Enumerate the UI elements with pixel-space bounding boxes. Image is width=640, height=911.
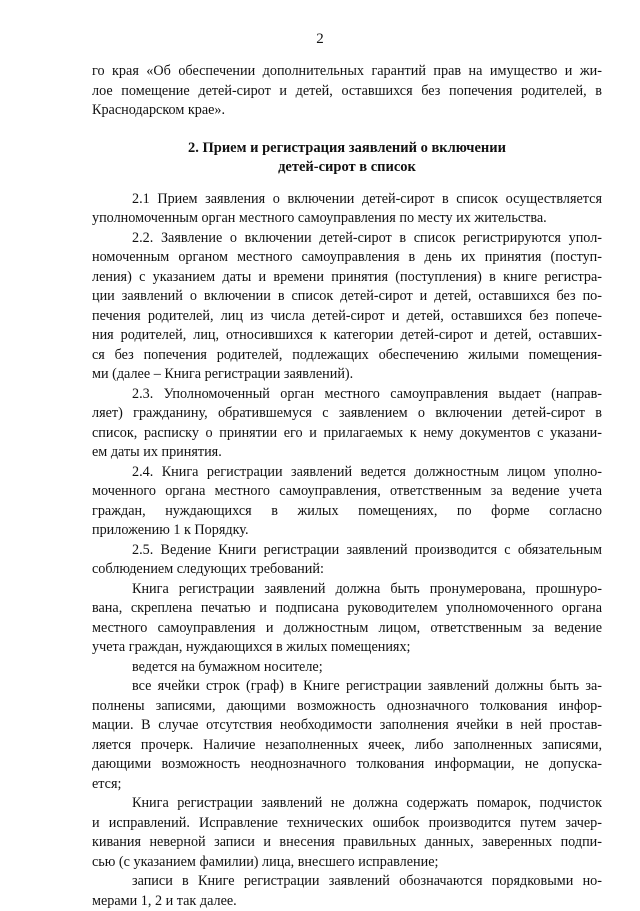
text-line: приложению 1 к Порядку. — [92, 521, 602, 541]
page-content — [92, 62, 602, 911]
text-line: все ячейки строк (граф) в Книге регистрации заявлений должны быть за- — [92, 677, 602, 697]
text-line: го края «Об обеспечении дополнительных гарантий прав на имущество и жи- — [92, 62, 602, 82]
text-line: кивания неверной записи и внесения правильных данных, заверенных подпи- — [92, 833, 602, 853]
text-line: Краснодарском крае». — [92, 101, 602, 121]
text-line: ется; — [92, 775, 602, 795]
page-number: 2 — [0, 30, 640, 48]
text-line: мации. В случае отсутствия необходимости заполнения ячейки в ней простав- — [92, 716, 602, 736]
section-heading: детей-сирот в список — [92, 158, 602, 178]
text-line: ем даты их принятия. — [92, 443, 602, 463]
text-line: 2.1 Прием заявления о включении детей-сирот в список осуществляется — [92, 190, 602, 210]
text-line: граждан, нуждающихся в жилых помещениях, по форме согласно — [92, 502, 602, 522]
text-line: соблюдением следующих требований: — [92, 560, 602, 580]
text-line: полнены записями, дающими возможность однозначного толкования инфор- — [92, 697, 602, 717]
text-line: мерами 1, 2 и так далее. — [92, 892, 602, 911]
text-line: и исправлений. Исправление технических ошибок производится путем зачер- — [92, 814, 602, 834]
text-line: ления) с указанием даты и времени принятия (поступления) в книге регистра- — [92, 268, 602, 288]
text-line: сью (с указанием фамилии) лица, внесшего исправление; — [92, 853, 602, 873]
text-line: 2.4. Книга регистрации заявлений ведется должностным лицом уполно- — [92, 463, 602, 483]
text-line: 2.3. Уполномоченный орган местного самоуправления выдает (направ- — [92, 385, 602, 405]
text-line: ведется на бумажном носителе; — [92, 658, 602, 678]
text-line: лое помещение детей-сирот и детей, оставшихся без попечения родителей, в — [92, 82, 602, 102]
text-line: уполномоченным орган местного самоуправления по месту их жительства. — [92, 209, 602, 229]
text-line: ния родителей, лиц, относившихся к категории детей-сирот и детей, оставших- — [92, 326, 602, 346]
text-line: ся без попечения родителей, подлежащих обеспечению жилыми помещения- — [92, 346, 602, 366]
text-line: моченного органа местного самоуправления, ответственным за ведение учета — [92, 482, 602, 502]
text-line: ции заявлений о включении в список детей-сирот и детей, оставшихся без по- — [92, 287, 602, 307]
text-line: дающими возможность неоднозначного толкования информации, не допуска- — [92, 755, 602, 775]
section-heading: 2. Прием и регистрация заявлений о включении — [92, 139, 602, 159]
text-line: номоченным органом местного самоуправления в день их принятия (поступ- — [92, 248, 602, 268]
text-line: Книга регистрации заявлений не должна содержать помарок, подчисток — [92, 794, 602, 814]
text-line: 2.5. Ведение Книги регистрации заявлений производится с обязательным — [92, 541, 602, 561]
text-line: печения родителей, лиц из числа детей-сирот и детей, оставшихся без попече- — [92, 307, 602, 327]
text-line: ляет) гражданину, обратившемуся с заявлением о включении детей-сирот в — [92, 404, 602, 424]
text-line: учета граждан, нуждающихся в жилых помещениях; — [92, 638, 602, 658]
text-line: список, расписку о принятии его и прилагаемых к нему документов с указани- — [92, 424, 602, 444]
text-line: Книга регистрации заявлений должна быть пронумерована, прошнуро- — [92, 580, 602, 600]
text-line: вана, скреплена печатью и подписана руководителем уполномоченного органа — [92, 599, 602, 619]
text-line: 2.2. Заявление о включении детей-сирот в список регистрируются упол- — [92, 229, 602, 249]
text-line: ми (далее – Книга регистрации заявлений). — [92, 365, 602, 385]
text-line: местного самоуправления и должностным лицом, ответственным за ведение — [92, 619, 602, 639]
text-line: ляется прочерк. Наличие незаполненных ячеек, либо заполненных записями, — [92, 736, 602, 756]
text-line: записи в Книге регистрации заявлений обозначаются порядковыми но- — [92, 872, 602, 892]
